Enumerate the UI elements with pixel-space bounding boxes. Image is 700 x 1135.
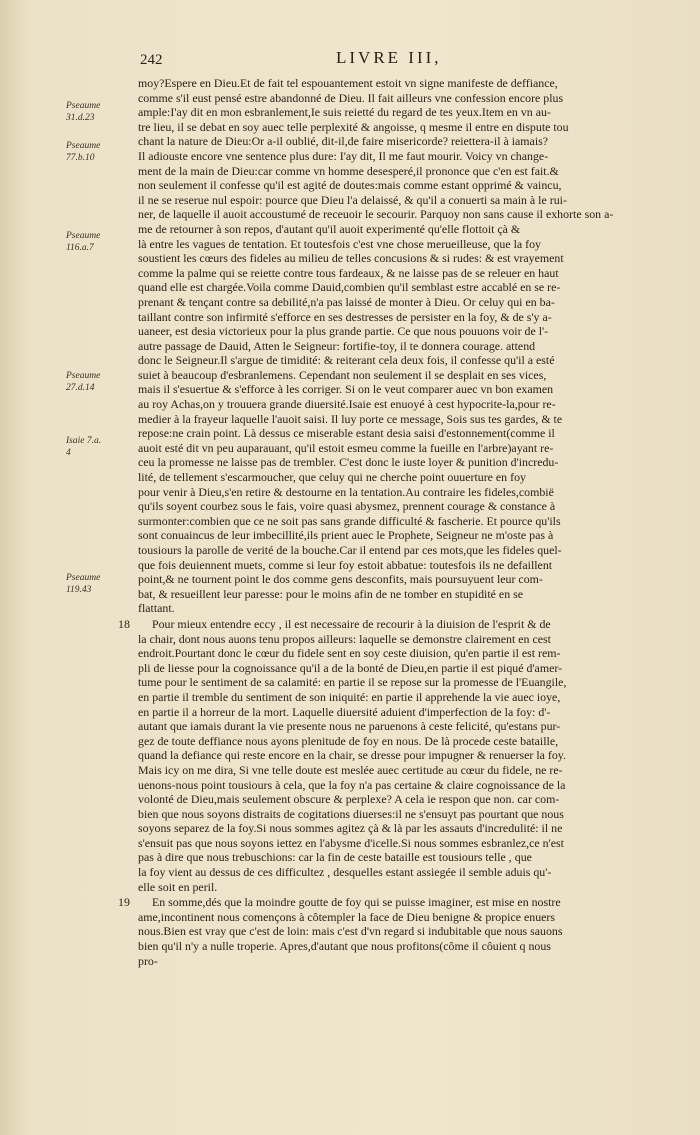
text-line: En somme,dés que la moindre goutte de foy qui se puisse imaginer, est mise en nostre: [152, 895, 561, 910]
text-line: la chair, dont nous auons tenu propos ailleurs: laquelle se demonstre clairement en cest: [138, 631, 551, 646]
text-line: autre passage de Dauid, Atten le Seigneur: fortifie-toy, il te donnera courage. attend: [138, 338, 536, 353]
text-line: Mais icy on me dira, Si vne telle doute est meslée auec certitude au cœur du fidele, ne re-: [138, 762, 563, 777]
text-line: lité, de tellement s'escarmoucher, que celuy qui ne cherche point ouuerture en foy: [138, 470, 526, 485]
text-line: comme s'il eust pensé estre abandonné de Dieu. Il fait ailleurs vne confession encore plus: [138, 90, 564, 105]
margin-note-line: Pseaume: [66, 141, 101, 151]
text-line: surmonter:combien que ce ne soit pas sans grande difficulté & fascherie. Et pource qu'ils: [138, 513, 561, 528]
body-text: [118, 76, 630, 968]
text-line: medier à la frayeur laquelle l'auoit saisi. Il luy porte ce message, Sois sus tes gardes, & te: [138, 411, 563, 426]
text-line: Pour mieux entendre eccy , il est necessaire de recourir à la diuision de l'esprit & de: [152, 616, 551, 631]
margin-note: [66, 100, 130, 124]
text-line: elle soit en peril.: [138, 879, 218, 894]
text-line: soustient les cœurs des fideles au milieu de telles concusions & si rudes: & est vrayement: [138, 251, 564, 266]
paragraph-number: 19: [118, 895, 130, 910]
text-line: en partie il a horreur de la mort. Laquelle diuersité aduient d'imperfection de la foy: d'-: [138, 704, 551, 719]
text-line: bien qu'il n'y a nulle troperie. Apres,d'autant que nous profitons(côme il côuient q nous: [138, 939, 551, 954]
text-line: en partie il tremble du sentiment de son iniquité: en partie il apprehende la vie auec ioye,: [138, 689, 561, 704]
text-line: auoit esté dit vn peu auparauant, qu'il estoit esmeu comme la fueille en l'arbre)ayant re-: [138, 440, 554, 455]
text-line: tume pour le sentiment de sa calamité: en partie il se repose sur la promesse de l'Euangile,: [138, 675, 567, 690]
text-line: uenons-nous point tousiours à cela, que la foy n'a pas certaine & claire cognoissance de la: [138, 777, 566, 792]
text-line: pour venir à Dieu,s'en retire & destourne en la tentation.Au contraire les fideles,combië: [138, 484, 554, 499]
margin-note-line: 4: [66, 448, 71, 458]
text-line: gez de toute deffiance nous ayons plenitude de foy en nous. De là procede ceste bataille,: [138, 733, 559, 748]
margin-note: [66, 572, 130, 596]
paragraph: [118, 616, 630, 894]
margin-note: [66, 435, 130, 459]
text-line: ment de la main de Dieu:car comme vn homme desesperé,il prononce que c'en est fait.&: [138, 163, 559, 178]
margin-note-line: 27.d.14: [66, 383, 95, 393]
text-line: volonté de Dieu,mais seulement obscure & perplexe? A cela ie respon que non. car com-: [138, 792, 560, 807]
paragraph: [118, 895, 630, 968]
folio-number: 242: [140, 52, 163, 68]
margin-notes: [0, 0, 130, 1135]
margin-note-line: 31.d.23: [66, 113, 95, 123]
text-line: autant que iamais durant la vie presente nous ne paruenons à ceste felicité, qu'estans pur-: [138, 719, 561, 734]
margin-note-line: Isaie 7.a.: [66, 436, 102, 446]
text-line: comme la palme qui se reiette contre tous fardeaux, & ne laisse pas de se releuer en haut: [138, 265, 559, 280]
text-line: s'ensuit pas que nous soyons iettez en l'abysme d'icelle.Si nous sommes esbranlez,ce n'est: [138, 835, 564, 850]
text-line: mais il s'esuertue & s'efforce à les corriger. Si on le veut comparer auec vn bon examen: [138, 382, 554, 397]
text-line: quand la defiance qui reste encore en la chair, se dresse pour impugner & renuerser la foy.: [138, 748, 566, 763]
text-line: repose:ne crain point. Là dessus ce miserable estant desia saisi d'estonnement(comme il: [138, 426, 555, 441]
text-line: flattant.: [138, 601, 175, 616]
text-line: Il adiouste encore vne sentence plus dure: I'ay dit, Il me faut mourir. Voicy vn change-: [138, 148, 549, 163]
text-line: me de retourner à son repos, d'autant qu'il auoit experimenté qu'elle flottoit çà &: [138, 221, 521, 236]
text-line: uaneer, est desia victorieux pour la plus grande partie. Ce que nous pouuons voir de l'-: [138, 324, 549, 339]
text-line: tre lieu, il se debat en soy auec telle perplexité & angoisse, q mesme il entre en dispute tou: [138, 119, 569, 134]
text-line: ample:I'ay dit en mon esbranlement,Ie suis reietté du regard de tes yeux.Item en vn au-: [138, 105, 551, 120]
text-line: au roy Achas,on y trouuera grande diuersité.Isaie est enuoyé à cest hypocrite-la,pour re-: [138, 397, 556, 412]
text-line: nous.Bien est vray que c'est de loin: mais c'est d'vn regard si indubitable que nous sauons: [138, 924, 563, 939]
text-line: soyons separez de la foy.Si nous sommes agitez çà & là par les assauts d'incredulité: il ne: [138, 821, 563, 836]
margin-note-line: Pseaume: [66, 231, 101, 241]
margin-note-line: 77.b.10: [66, 153, 95, 163]
running-title: LIVRE III,: [336, 48, 442, 67]
paragraph: [138, 76, 630, 616]
margin-note: [66, 370, 130, 394]
text-line: non seulement il confesse qu'il est agité de doutes:mais comme estant opprimé & vaincu,: [138, 178, 562, 193]
text-line: pas à dire que nous trebuschions: car la fin de ceste bataille est tousiours telle , que: [138, 850, 532, 865]
text-line: il ne se reserue nul espoir: pource que Dieu l'a delaissé, & qu'il a conuerti sa main à le rui-: [138, 192, 567, 207]
text-line: bien que nous soyons distraits de cogitations diuerses:il ne s'ensuyt pas pourtant que nous: [138, 806, 564, 821]
margin-note-line: Pseaume: [66, 371, 101, 381]
text-line: là entre les vagues de tentation. Et toutesfois c'est vne chose merueilleuse, que la foy: [138, 236, 541, 251]
text-line: pro-: [138, 953, 158, 968]
text-line: tousiours la parolle de verité de la bouche.Car il entend par ces mots,que les fideles quel-: [138, 543, 562, 557]
margin-note-line: Pseaume: [66, 573, 101, 583]
margin-note: [66, 230, 130, 254]
text-line: chant la nature de Dieu:Or a-il oublié, dit-il,de faire misericorde? reiettera-il à iamais?: [138, 134, 549, 149]
text-line: ame,incontinent nous començons à côtempler la face de Dieu benigne & propice enuers: [138, 909, 556, 924]
text-line: endroit.Pourtant donc le cœur du fidele sent en soy ceste diuision, qu'en partie il est rem-: [138, 646, 561, 661]
margin-note-line: 116.a.7: [66, 243, 94, 253]
text-line: prenant & tençant contre sa debilité,n'a pas laissé de monter à Dieu. Or celuy qui en ba-: [138, 294, 555, 309]
text-line: sont conuaincus de leur imbecillité,ils prient auec le Prophete, Seigneur ne m'oste pas à: [138, 528, 554, 543]
text-line: qu'ils soyent courbez sous le fais, voire quasi abysmez, prennent courage & constance à: [138, 499, 556, 514]
text-line: moy?Espere en Dieu.Et de fait tel espouantement estoit vn signe manifeste de deffiance,: [138, 76, 558, 90]
paragraph-number: 18: [118, 616, 130, 631]
text-line: suiet à beaucoup d'esbranlemens. Cependant non seulement il se desplait en ses vices,: [138, 367, 547, 382]
margin-note-line: Pseaume: [66, 101, 101, 111]
margin-note: [66, 140, 130, 164]
text-line: bat, & resueillent leur paresse: pour le moins afin de ne tomber en stupidité en se: [138, 586, 524, 601]
text-line: pli de liesse pour la cognoissance qu'il a de la bonté de Dieu,en partie il est piqué d'amer-: [138, 660, 563, 675]
text-line: ner, de laquelle il auoit accoustumé de receuoir le secourir. Parquoy non sans cause il exhorte son a-: [138, 207, 614, 222]
margin-note-line: 119.43: [66, 585, 92, 595]
text-line: point,& ne tournent point le dos comme gens desconfits, mais poursuyuent leur com-: [138, 572, 543, 587]
text-line: la foy vient au dessus de ces difficultez , desquelles estant assiegée il semble aduis qu'-: [138, 865, 552, 880]
text-line: taillant contre son infirmité s'efforce en ses destresses de persister en la foy, & de s'y a-: [138, 309, 552, 324]
text-line: quand elle est chargée.Voila comme Dauid,combien qu'il semblast estre accablé en se re-: [138, 280, 561, 295]
text-line: donc le Seigneur.Il s'argue de timidité: & reiterant cela deux fois, il confesse qu'il a esté: [138, 353, 555, 368]
text-line: que fois deuiennent muets, comme si leur foy estoit abbatue: toutesfois ils ne defaillent: [138, 557, 553, 572]
text-line: ceu la promesse ne laisse pas de trembler. C'est donc le iuste loyer & punition d'incredu-: [138, 455, 559, 470]
